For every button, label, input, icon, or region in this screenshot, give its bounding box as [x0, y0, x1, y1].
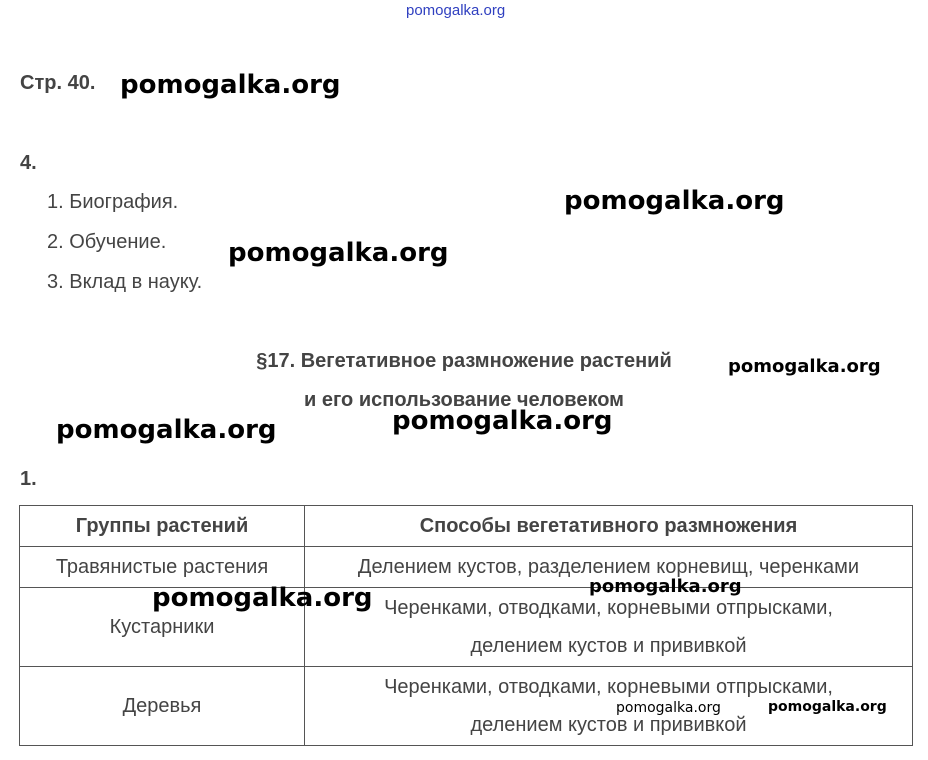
list-item: 3. Вклад в науку. — [47, 271, 203, 293]
task-1-number: 1. — [20, 468, 37, 490]
watermark: pomogalka.org — [152, 583, 373, 613]
section-title-line-2: и его использование человеком — [304, 389, 624, 411]
watermark: pomogalka.org — [228, 238, 449, 268]
plant-group-cell: Травянистые растения — [20, 547, 305, 588]
header-watermark: pomogalka.org — [406, 2, 506, 19]
plant-group-cell: Кустарники — [20, 588, 305, 667]
methods-line: делением кустов и прививкой — [470, 635, 747, 657]
watermark: pomogalka.org — [728, 356, 881, 377]
page-reference: Стр. 40. — [20, 72, 96, 94]
column-header: Способы вегетативного размножения — [305, 506, 913, 547]
column-header: Группы растений — [20, 506, 305, 547]
methods-line: Черенками, отводками, корневыми отпрысками, — [384, 676, 833, 698]
watermark: pomogalka.org — [768, 699, 887, 715]
table-row — [20, 547, 913, 588]
methods-line: Черенками, отводками, корневыми отпрысками, — [384, 597, 833, 619]
watermark: pomogalka.org — [56, 415, 277, 445]
watermark: pomogalka.org — [392, 406, 613, 436]
methods-line: делением кустов и прививкой — [470, 714, 747, 736]
section-title-line-1: §17. Вегетативное размножение растений — [256, 350, 672, 372]
methods-line: Делением кустов, разделением корневищ, черенками — [357, 555, 860, 578]
watermark: pomogalka.org — [120, 70, 341, 100]
list-item: 1. Биография. — [47, 191, 179, 213]
list-item: 2. Обучение. — [47, 231, 167, 253]
table-header-row — [20, 506, 913, 547]
task-4-number: 4. — [20, 152, 37, 174]
watermark: pomogalka.org — [616, 700, 721, 716]
plant-group-cell: Деревья — [20, 667, 305, 746]
watermark: pomogalka.org — [564, 186, 785, 216]
methods-cell — [305, 588, 913, 667]
watermark: pomogalka.org — [589, 576, 742, 597]
